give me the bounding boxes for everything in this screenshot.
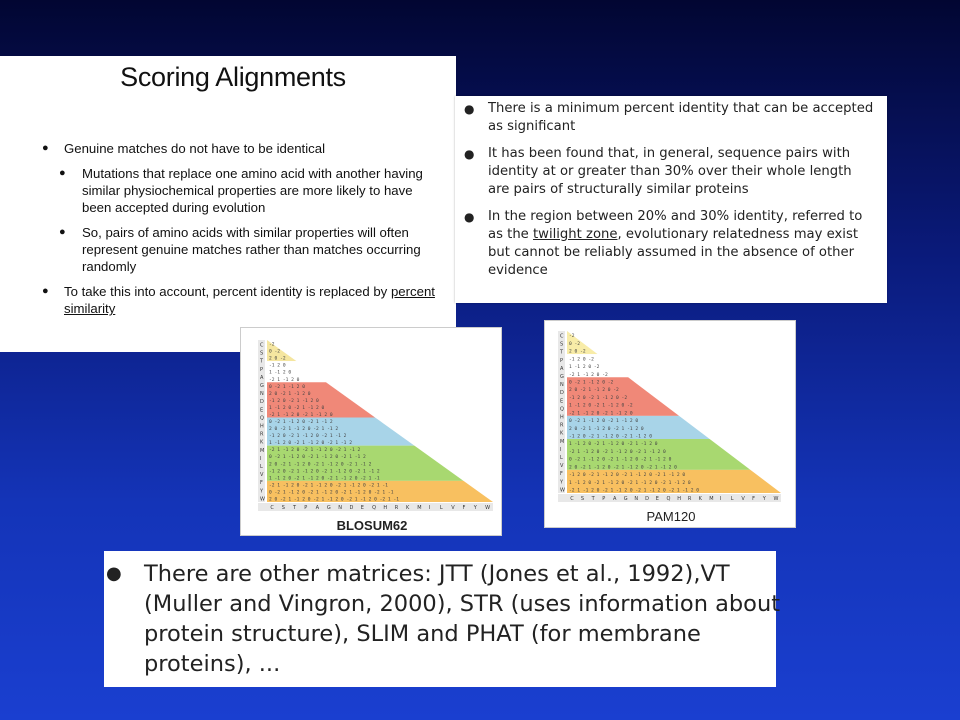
matrix-axis-letter: Q bbox=[666, 496, 671, 502]
bullet-item bbox=[104, 559, 794, 679]
matrix-axis-letter: V bbox=[451, 505, 455, 511]
main-bullet-list bbox=[0, 140, 440, 325]
matrix-axis-letter: C bbox=[260, 342, 264, 349]
matrix-cell-row: -1 2 0 -2 1 -1 2 0 -2 1 -1 2 0 -2 1 -1 2 0 bbox=[569, 473, 686, 479]
matrix-cell-row: -2 1 -1 2 0 -2 1 -1 2 0 bbox=[569, 411, 633, 417]
bullet-text: So, pairs of amino acids with similar properties will often represent genuine matches rather than matches occurring randomly bbox=[82, 225, 421, 274]
matrix-axis-letter: Y bbox=[762, 496, 766, 502]
matrix-axis-letter: N bbox=[338, 505, 342, 511]
matrix-cell-row: 0 -2 bbox=[269, 349, 281, 355]
bullet-dot-icon: ● bbox=[59, 226, 66, 238]
matrix-axis-letter: N bbox=[260, 391, 264, 398]
matrix-cell-row: -2 bbox=[569, 334, 575, 340]
matrix-axis-letter: G bbox=[326, 505, 331, 511]
matrix-axis-letter: D bbox=[260, 399, 264, 406]
matrix-axis-letter: D bbox=[349, 505, 354, 511]
matrix-cell-row: 0 -2 1 -1 2 0 -2 1 -1 2 0 -2 1 -1 2 0 bbox=[569, 457, 672, 463]
matrix-axis-letter: I bbox=[260, 455, 262, 462]
bullet-text: It has been found that, in general, sequence pairs with identity at or greater than 30% over their whole length are pairs of structurally similar proteins bbox=[488, 146, 852, 197]
matrix-cell-row: 1 -1 2 0 -2 1 -1 2 0 -2 1 -1 2 0 bbox=[569, 442, 658, 448]
matrix-axis-letter: F bbox=[560, 471, 563, 478]
matrix-axis-letter: A bbox=[315, 505, 320, 511]
matrix-axis-letter: F bbox=[260, 480, 263, 487]
matrix-axis-letter: W bbox=[773, 496, 779, 502]
matrix-cell-row: 0 -2 1 -1 2 0 -2 1 -1 2 0 bbox=[569, 419, 639, 425]
matrix-axis-letter: D bbox=[645, 496, 649, 502]
bullet-item bbox=[0, 224, 440, 275]
bullet-item bbox=[0, 165, 440, 216]
matrix-cell-row: 1 -1 2 0 -2 bbox=[569, 365, 600, 371]
matrix-axis-letter: C bbox=[560, 333, 564, 340]
blosum62-caption: BLOSUM62 bbox=[336, 518, 408, 533]
matrix-axis-letter: V bbox=[560, 463, 564, 470]
matrix-cell-row: -2 1 -1 2 0 -2 1 -1 2 0 bbox=[269, 412, 333, 418]
bullet-text: To take this into account, percent identity is replaced by bbox=[64, 284, 388, 299]
matrix-axis-letter: W bbox=[485, 505, 491, 511]
matrix-axis-letter: R bbox=[394, 505, 399, 511]
matrix-axis-letter: Q bbox=[260, 415, 264, 422]
matrix-axis-letter: P bbox=[602, 496, 606, 502]
matrix-cell-row: -1 2 0 -2 1 -1 2 0 -2 1 -1 2 bbox=[269, 434, 347, 440]
matrix-axis-letter: W bbox=[560, 487, 565, 494]
matrix-axis-letter: Y bbox=[473, 505, 477, 511]
matrix-axis-letter: A bbox=[613, 496, 617, 502]
matrix-axis-letter: K bbox=[405, 505, 410, 511]
matrix-cell-row: 1 -1 2 0 bbox=[269, 370, 292, 376]
matrix-axis-letter: C bbox=[570, 496, 574, 502]
matrix-axis-letter: S bbox=[281, 505, 285, 511]
matrix-cell-row: 0 -2 1 -1 2 0 -2 1 -1 2 bbox=[269, 420, 333, 426]
matrix-cell-row: 1 -1 2 0 -2 1 -1 2 0 -2 bbox=[569, 403, 633, 409]
main-slide-panel bbox=[0, 56, 456, 352]
bullet-item bbox=[0, 283, 440, 317]
matrix-axis-letter: L bbox=[439, 505, 443, 511]
matrix-axis-letter: P bbox=[304, 505, 308, 511]
other-matrices-panel bbox=[104, 551, 781, 687]
matrix-cell-row: -1 2 0 -2 1 -1 2 0 bbox=[269, 398, 319, 404]
matrix-cell-row: 2 0 -2 bbox=[269, 356, 286, 362]
matrix-axis-letter: I bbox=[720, 496, 722, 502]
matrix-cell-row: -1 2 0 -2 1 -1 2 0 -2 bbox=[569, 395, 628, 401]
matrix-axis-letter: E bbox=[655, 496, 659, 502]
matrix-axis-letter: Y bbox=[260, 488, 264, 495]
matrix-axis-letter: G bbox=[260, 382, 264, 389]
matrix-cell-row: 0 -2 1 -1 2 0 bbox=[269, 384, 305, 390]
matrix-axis-letter: M bbox=[560, 438, 565, 445]
bullet-item bbox=[455, 145, 875, 199]
matrix-axis-letter: M bbox=[260, 447, 265, 454]
matrix-axis-letter: A bbox=[260, 374, 264, 381]
bullet-item bbox=[0, 140, 440, 157]
matrix-axis-letter: Y bbox=[560, 479, 564, 486]
matrix-axis-letter: F bbox=[752, 496, 756, 502]
bullet-item bbox=[455, 208, 875, 280]
matrix-cell-row: 2 0 -2 1 -1 2 0 -2 bbox=[569, 388, 619, 394]
bullet-dot-icon: ● bbox=[42, 142, 49, 154]
matrix-axis-letter: S bbox=[260, 350, 264, 357]
matrix-cell-row: 2 0 -2 1 -1 2 0 -2 1 -1 2 0 -2 1 -1 2 0 bbox=[569, 465, 677, 471]
pam120-caption: PAM120 bbox=[646, 509, 696, 524]
matrix-cell-row: 1 -1 2 0 -2 1 -1 2 0 -2 1 -1 2 bbox=[269, 441, 352, 447]
matrix-axis-letter: L bbox=[560, 454, 563, 461]
matrix-axis-letter: Q bbox=[560, 406, 564, 413]
pam120-matrix-figure bbox=[544, 320, 796, 528]
significance-bullet-list bbox=[455, 100, 875, 289]
blosum62-matrix-graphic bbox=[241, 328, 503, 516]
blosum62-matrix-figure bbox=[240, 327, 502, 536]
matrix-cell-row: 0 -2 1 -1 2 0 -2 bbox=[569, 380, 614, 386]
bullet-dot-icon: ● bbox=[464, 147, 475, 161]
matrix-axis-letter: N bbox=[560, 382, 564, 389]
bullet-dot-icon: ● bbox=[59, 167, 66, 179]
matrix-cell-row: 2 0 -2 1 -1 2 0 -2 1 -1 2 0 -2 1 -1 2 bbox=[269, 462, 372, 468]
matrix-axis-letter: T bbox=[560, 349, 564, 356]
matrix-cell-row: 2 0 -2 bbox=[569, 349, 586, 355]
bullet-dot-icon: ● bbox=[464, 102, 475, 116]
percent-similarity-term: percent similarity bbox=[64, 284, 435, 316]
matrix-axis-letter: L bbox=[730, 496, 734, 502]
pam120-matrix-graphic bbox=[545, 321, 797, 509]
matrix-cell-row: -1 2 0 -2 1 -1 2 0 -2 1 -1 2 0 -2 1 -1 2 bbox=[269, 469, 380, 475]
matrix-axis-letter: M bbox=[709, 496, 714, 502]
bullet-text: In the region between 20% and 30% identity, referred to as the bbox=[488, 209, 863, 242]
matrix-axis-letter: N bbox=[634, 496, 639, 502]
matrix-axis-letter: H bbox=[383, 505, 388, 511]
bullet-dot-icon: ● bbox=[42, 285, 49, 297]
matrix-cell-row: -1 2 0 -2 bbox=[569, 357, 594, 363]
matrix-cell-row: 2 0 -2 1 -1 2 0 -2 1 -1 2 bbox=[269, 427, 339, 433]
matrix-axis-letter: S bbox=[580, 496, 585, 502]
matrix-axis-letter: M bbox=[417, 505, 422, 511]
matrix-axis-letter: W bbox=[260, 496, 265, 503]
matrix-cell-row: -1 2 0 bbox=[269, 363, 286, 369]
matrix-cell-row: -2 1 -1 2 0 -2 bbox=[569, 372, 608, 378]
matrix-axis-letter: K bbox=[698, 496, 702, 502]
bullet-text: There is a minimum percent identity that can be accepted as significant bbox=[488, 101, 874, 134]
significance-panel bbox=[455, 96, 887, 303]
matrix-axis-letter: S bbox=[560, 341, 564, 348]
matrix-cell-row: -2 1 -1 2 0 bbox=[269, 377, 300, 383]
matrix-cell-row: 0 -2 1 -1 2 0 -2 1 -1 2 0 -2 1 -1 2 0 -2 1 -1 bbox=[269, 490, 394, 496]
bullet-item bbox=[455, 100, 875, 136]
matrix-axis-letter: H bbox=[260, 423, 264, 430]
matrix-axis-letter: T bbox=[591, 496, 595, 502]
matrix-axis-letter: T bbox=[260, 358, 264, 365]
matrix-axis-letter: G bbox=[623, 496, 628, 502]
bullet-dot-icon: ● bbox=[106, 563, 122, 584]
matrix-axis-letter: F bbox=[462, 505, 466, 511]
matrix-cell-row: 0 -2 bbox=[569, 341, 581, 347]
matrix-axis-letter: R bbox=[560, 422, 564, 429]
matrix-cell-row: -1 2 0 -2 1 -1 2 0 -2 1 -1 2 0 bbox=[569, 434, 652, 440]
matrix-cell-row: 1 -1 2 0 -2 1 -1 2 0 -2 1 -1 2 0 -2 1 -1 2 0 bbox=[569, 480, 691, 486]
matrix-axis-letter: D bbox=[560, 390, 564, 397]
matrix-cell-row: 2 0 -2 1 -1 2 0 -2 1 -1 2 0 -2 1 -1 2 0 -2 1 -1 bbox=[269, 497, 399, 503]
matrix-cell-row: -2 1 -1 2 0 -2 1 -1 2 0 -2 1 -1 2 0 bbox=[569, 449, 666, 455]
matrix-axis-letter: I bbox=[428, 505, 431, 511]
matrix-axis-letter: H bbox=[677, 496, 681, 502]
matrix-axis-letter: R bbox=[260, 431, 264, 438]
matrix-axis-letter: K bbox=[560, 430, 564, 437]
matrix-axis-letter: P bbox=[260, 366, 264, 373]
slide-title: Scoring Alignments bbox=[120, 62, 346, 92]
matrix-axis-letter: Q bbox=[372, 505, 377, 511]
matrix-axis-letter: T bbox=[292, 505, 297, 511]
matrix-axis-letter: V bbox=[741, 496, 745, 502]
matrix-axis-letter: E bbox=[560, 398, 564, 405]
twilight-zone-term: twilight zone bbox=[532, 227, 618, 242]
matrix-axis-letter: L bbox=[260, 463, 263, 470]
matrix-axis-letter: K bbox=[260, 439, 264, 446]
matrix-axis-letter: E bbox=[360, 505, 364, 511]
matrix-cell-row: 2 0 -2 1 -1 2 0 bbox=[269, 391, 311, 397]
matrix-cell-row: 1 -1 2 0 -2 1 -1 2 0 -2 1 -1 2 0 -2 1 -1 bbox=[269, 476, 380, 482]
matrix-cell-row: -2 1 -1 2 0 -2 1 -1 2 0 -2 1 -1 2 0 -2 1 -1 2 0 bbox=[569, 488, 699, 494]
matrix-cell-row: -2 bbox=[269, 342, 275, 348]
matrix-cell-row: 2 0 -2 1 -1 2 0 -2 1 -1 2 0 bbox=[569, 426, 644, 432]
bullet-text: There are other matrices: JTT (Jones et al., 1992),VT (Muller and Vingron, 2000), STR (uses information about protein structure), SLIM and PHAT (for membrane proteins), ... bbox=[144, 561, 781, 677]
matrix-axis-letter: I bbox=[560, 446, 562, 453]
matrix-cell-row: 1 -1 2 0 -2 1 -1 2 0 bbox=[269, 405, 325, 411]
matrix-axis-letter: G bbox=[560, 373, 564, 380]
bullet-text: , evolutionary relatedness may exist but cannot be reliably assumed in the absence of other evidence bbox=[488, 227, 859, 278]
bullet-dot-icon: ● bbox=[464, 210, 475, 224]
matrix-axis-letter: H bbox=[560, 414, 564, 421]
matrix-axis-letter: E bbox=[260, 407, 264, 414]
bullet-text: Mutations that replace one amino acid with another having similar physiochemical properties are more likely to have been accepted during evolution bbox=[82, 166, 423, 215]
matrix-axis-letter: P bbox=[560, 357, 564, 364]
matrix-cell-row: -2 1 -1 2 0 -2 1 -1 2 0 -2 1 -1 2 bbox=[269, 448, 361, 454]
matrix-cell-row: 0 -2 1 -1 2 0 -2 1 -1 2 0 -2 1 -1 2 bbox=[269, 455, 366, 461]
matrix-axis-letter: V bbox=[260, 472, 264, 479]
matrix-axis-letter: R bbox=[687, 496, 692, 502]
bullet-text: Genuine matches do not have to be identical bbox=[64, 141, 325, 156]
matrix-axis-letter: A bbox=[560, 365, 564, 372]
matrix-cell-row: -2 1 -1 2 0 -2 1 -1 2 0 -2 1 -1 2 0 -2 1 -1 bbox=[269, 483, 388, 489]
matrix-axis-letter: C bbox=[270, 505, 274, 511]
